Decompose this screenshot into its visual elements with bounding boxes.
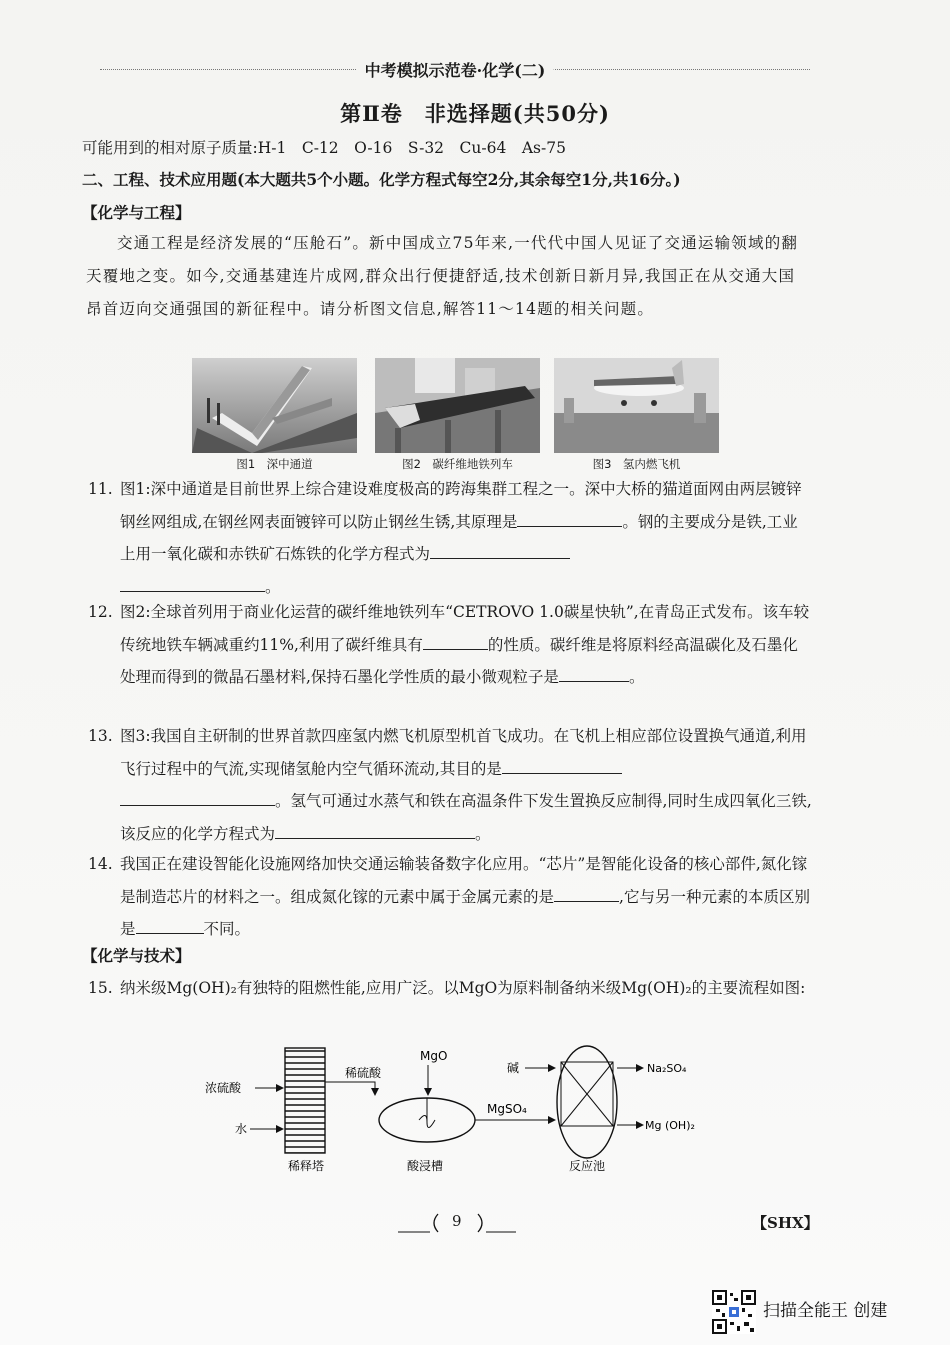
question-12: 12. 图2:全球首列用于商业化运营的碳纤维地铁列车“CETROVO 1.0碳星快轨”,在青岛正式发布。该车较传统地铁车辆减重约11%,利用了碳纤维具有 的性质。碳纤维是将原料经高温碳化及石墨化处理而得到的微晶石墨材料,保持石墨化学性质的最小微观粒子是 。 xyxy=(88,596,813,694)
question-number: 11. xyxy=(88,480,113,498)
scanner-watermark: 扫描全能王 创建 xyxy=(763,1301,888,1321)
figure-3-caption: 图3 氢内燃飞机 xyxy=(592,457,681,471)
answer-blank[interactable] xyxy=(136,917,204,934)
mgoh2-label: Mg (OH)₂ xyxy=(645,1119,695,1132)
water-label: 水 xyxy=(235,1122,248,1136)
page-number: 9 xyxy=(398,1210,518,1236)
mgo-label: MgO xyxy=(420,1049,448,1063)
exam-code: 【SHX】 xyxy=(752,1214,819,1232)
figure-1-caption: 图1 深中通道 xyxy=(236,457,313,471)
figure-3-airplane-image xyxy=(554,358,719,453)
question-number: 15. xyxy=(88,979,113,997)
question-number: 13. xyxy=(88,727,113,745)
reactor-label: 反应池 xyxy=(569,1159,606,1173)
question-11: 11. 图1:深中通道是目前世界上综合建设难度极高的跨海集群工程之一。深中大桥的猫道面网由两层镀锌钢丝网组成,在钢丝网表面镀锌可以防止钢丝生锈,其原理是 。钢的主要成分是铁,工业上用一氧化碳和赤铁矿石炼铁的化学方程式为 。 xyxy=(88,473,813,603)
figure-2-caption: 图2 碳纤维地铁列车 xyxy=(402,457,513,471)
arrow xyxy=(325,1082,375,1095)
question-13: 13. 图3:我国自主研制的世界首款四座氢内燃飞机原型机首飞成功。在飞机上相应部位设置换气通道,利用飞行过程中的气流,实现储氢舱内空气循环流动,其目的是 。氢气可通过水蒸气和铁在高温条件下发生置换反应制得,同时生成四氧化三铁,该反应的化学方程式为 。 xyxy=(88,720,813,850)
header-title: 中考模拟示范卷·化学(二) xyxy=(357,58,554,81)
answer-blank[interactable] xyxy=(517,510,622,527)
engineering-heading: 【化学与工程】 xyxy=(82,203,191,222)
technology-heading: 【化学与技术】 xyxy=(82,946,191,965)
answer-blank[interactable] xyxy=(559,665,629,682)
page-header xyxy=(100,58,810,82)
process-flow-diagram xyxy=(195,1040,755,1180)
answer-blank[interactable] xyxy=(554,885,619,902)
figure-2-train-image xyxy=(375,358,540,453)
answer-blank[interactable] xyxy=(275,822,475,839)
figure-1-bridge-image xyxy=(192,358,357,453)
base-label: 碱 xyxy=(507,1061,520,1075)
question-number: 14. xyxy=(88,855,113,873)
dilute-acid-label: 稀硫酸 xyxy=(345,1066,382,1080)
tank-label: 酸浸槽 xyxy=(407,1159,444,1173)
dilution-tower xyxy=(285,1048,325,1153)
atomic-masses: 可能用到的相对原子质量:H-1 C-12 O-16 S-32 Cu-64 As-75 xyxy=(82,139,566,157)
reaction-pool xyxy=(557,1046,617,1158)
answer-blank[interactable] xyxy=(120,575,265,592)
mgso4-label: MgSO₄ xyxy=(487,1102,527,1116)
conc-acid-label: 浓硫酸 xyxy=(205,1081,242,1095)
question-14: 14. 我国正在建设智能化设施网络加快交通运输装备数字化应用。“芯片”是智能化设备的核心部件,氮化镓是制造芯片的材料之一。组成氮化镓的元素中属于金属元素的是 ,它与另一种元素的本质区别是 不同。 xyxy=(88,848,813,946)
section-2-heading: 二、工程、技术应用题(本大题共5个小题。化学方程式每空2分,其余每空1分,共16分。) xyxy=(82,170,681,189)
answer-blank[interactable] xyxy=(423,633,488,650)
question-number: 12. xyxy=(88,603,113,621)
qr-code-icon xyxy=(712,1290,756,1334)
question-15: 15. 纳米级Mg(OH)₂有独特的阻燃性能,应用广泛。以MgO为原料制备纳米级Mg(OH)₂的主要流程如图: xyxy=(88,972,813,1005)
tower-label: 稀释塔 xyxy=(288,1159,325,1173)
answer-blank[interactable] xyxy=(502,757,622,774)
intro-paragraph: 交通工程是经济发展的“压舱石”。新中国成立75年来,一代代中国人见证了交通运输领域的翻天覆地之变。如今,交通基建连片成网,群众出行便捷舒适,技术创新日新月异,我国正在从交通大国昂首迈向交通强国的新征程中。请分析图文信息,解答11～14题的相关问题。 xyxy=(86,234,799,318)
na2so4-label: Na₂SO₄ xyxy=(647,1062,687,1075)
section-title: 第Ⅱ卷 非选择题(共50分) xyxy=(340,101,610,126)
answer-blank[interactable] xyxy=(430,542,570,559)
answer-blank[interactable] xyxy=(120,789,275,806)
